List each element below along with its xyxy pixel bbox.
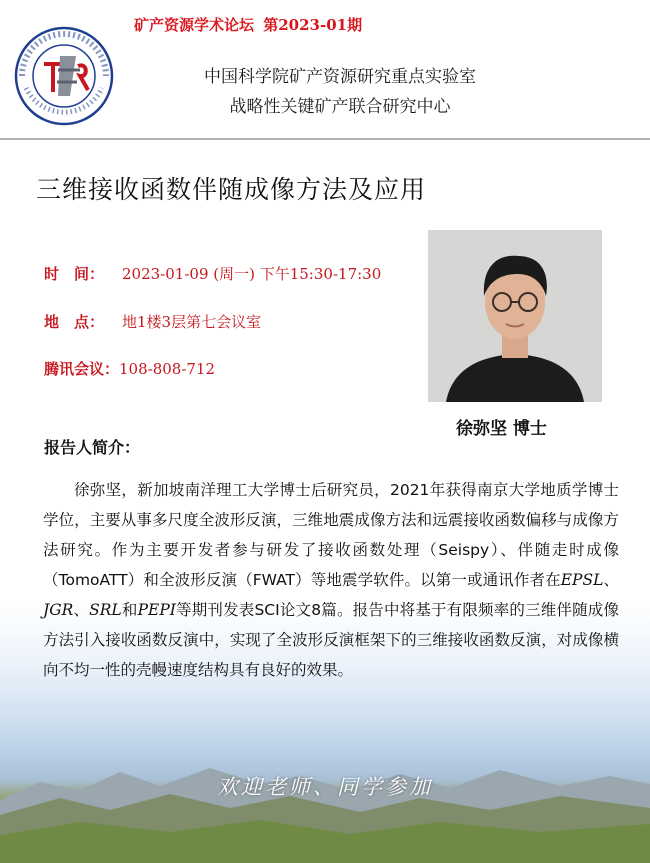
meeting-value: 108-808-712 [119,360,216,378]
bio-sep-2: 、 [73,601,90,619]
journal-epsl: EPSL [560,571,604,589]
bio-sep-3: 和 [121,601,138,619]
bio-text-part1: 徐弥坚，新加坡南洋理工大学博士后研究员，2021年获得南京大学地质学博士学位，主要从事多尺度全波形反演，三维地震成像方法和远震接收函数偏移与成像方法研究。作为主要开发者参与研发了接收函数处理（Seispy）、伴随走时成像（TomoATT）和全波形反演（FWAT）等地震学软件。以第一或通讯作者在 [43,481,619,589]
header-divider [0,138,650,140]
meeting-row [44,358,215,379]
institution-name-2: 战略性关键矿产联合研究中心 [229,97,451,117]
journal-srl: SRL [89,601,122,619]
time-label: 时 间： [44,265,105,283]
bio-text-part2: 等期刊发表SCI论文8篇。报告中将基于有限频率的三维伴随成像方法引入接收函数反演中，实现了全波形反演框架下的三维接收函数反演，对成像横向不均一性的壳幔速度结构具有良好的效果。 [43,601,619,679]
bio-sep-1: 、 [603,571,619,589]
bio-paragraph [43,475,619,685]
institution-name-1: 中国科学院矿产资源研究重点实验室 [204,67,476,87]
time-row [44,263,381,284]
time-value: 2023-01-09 (周一) 下午15:30-17:30 [122,265,382,283]
lab-logo [14,26,114,126]
speaker-photo [428,230,602,402]
talk-title: 三维接收函数伴随成像方法及应用 [36,175,427,204]
forum-issue: 第2023-01期 [263,16,363,34]
welcome-message: 欢迎老师、同学参加 [217,775,433,799]
place-label: 地 点： [44,313,105,331]
forum-header [134,14,366,35]
bio-heading: 报告人简介： [44,438,141,457]
place-value: 地1楼3层第七会议室 [122,313,262,331]
journal-jgr: JGR [43,601,74,619]
meeting-label: 腾讯会议： [44,360,120,378]
journal-pepi: PEPI [137,601,176,619]
place-row [44,311,261,332]
forum-name: 矿产资源学术论坛 [134,16,255,34]
speaker-name: 徐弥坚 博士 [456,419,547,439]
